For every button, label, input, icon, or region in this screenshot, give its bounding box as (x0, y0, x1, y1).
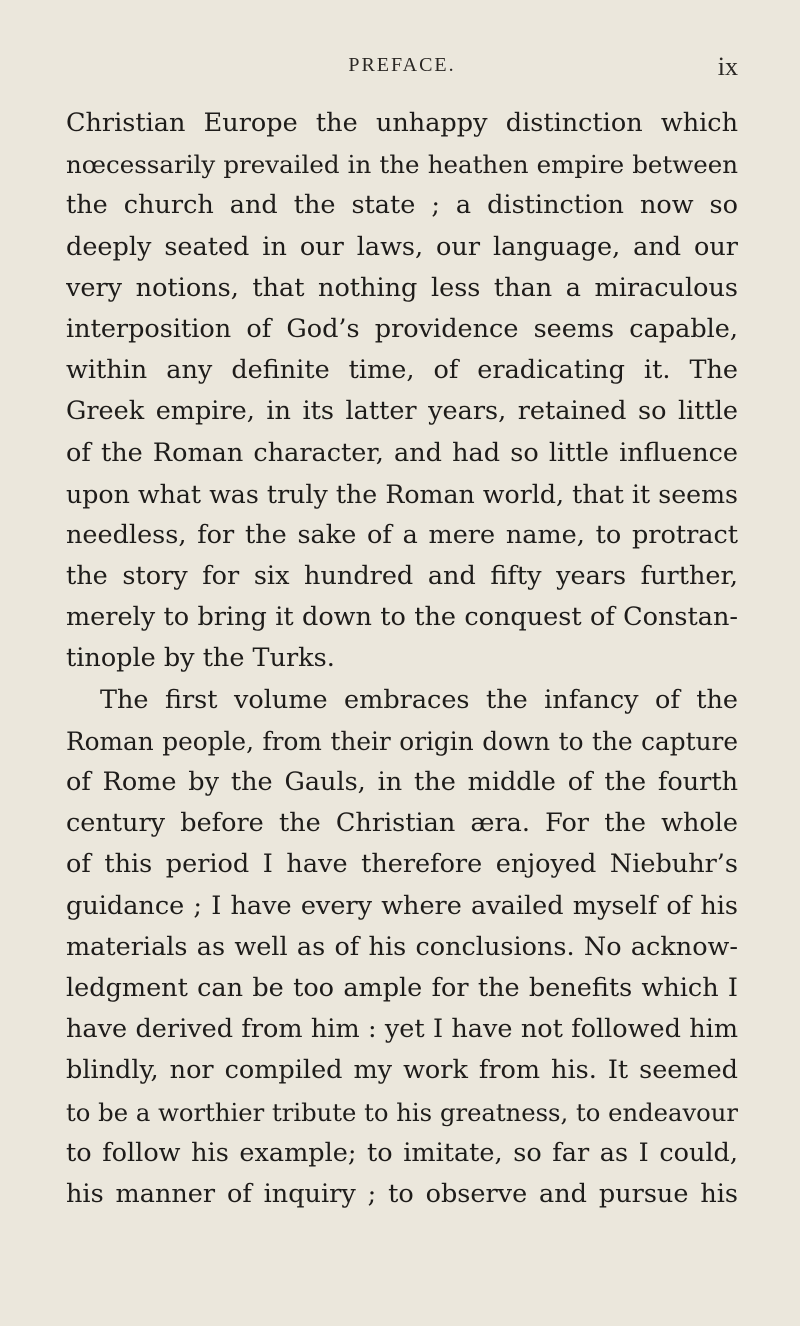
text-line: his manner of inquiry ; to observe and pursue his (66, 1178, 738, 1209)
text-line: merely to bring it down to the conquest of Constan- (66, 602, 738, 633)
text-line: blindly, nor compiled my work from his. It seemed (66, 1055, 738, 1086)
text-line: interposition of God’s providence seems capable, (66, 313, 738, 344)
text-line: Greek empire, in its latter years, retained so little (66, 396, 738, 427)
text-line: tinople by the Turks. (66, 643, 335, 674)
text-line: very notions, that nothing less than a miraculous (66, 272, 738, 303)
text-line: the story for six hundred and fifty years further, (66, 561, 738, 592)
text-line: of Rome by the Gauls, in the middle of the fourth (66, 767, 738, 797)
text-line: needless, for the sake of a mere name, to protract (66, 519, 738, 550)
text-line: nœcessarily prevailed in the heathen empire between (66, 150, 738, 180)
text-line: Christian Europe the unhappy distinction which (66, 108, 738, 138)
text-line: ledgment can be too ample for the benefits which I (66, 972, 738, 1003)
body-text (66, 103, 738, 1215)
text-line: within any definite time, of eradicating it. The (66, 355, 738, 386)
text-line: materials as well as of his conclusions. No acknow- (66, 931, 738, 962)
text-line: of this period I have therefore enjoyed Niebuhr’s (66, 849, 738, 880)
text-line: century before the Christian æra. For the whole (66, 808, 738, 839)
text-line: guidance ; I have every where availed myself of his (66, 890, 738, 921)
text-line: of the Roman character, and had so little influence (66, 437, 738, 468)
page-header (66, 54, 738, 90)
text-line: to follow his example; to imitate, so far as I could, (66, 1137, 738, 1168)
text-line: Roman people, from their origin down to the capture (66, 726, 738, 756)
text-line: the church and the state ; a distinction now so (66, 190, 738, 221)
text-line: upon what was truly the Roman world, that it seems (66, 479, 738, 509)
running-head: PREFACE. (348, 54, 456, 76)
text-line: deeply seated in our laws, our language, and our (66, 231, 738, 262)
text-line: The first volume embraces the infancy of the (100, 684, 738, 715)
text-line: have derived from him : yet I have not followed him (66, 1014, 738, 1045)
text-line: to be a worthier tribute to his greatness, to endeavour (66, 1097, 738, 1127)
page-number: ix (717, 52, 738, 81)
